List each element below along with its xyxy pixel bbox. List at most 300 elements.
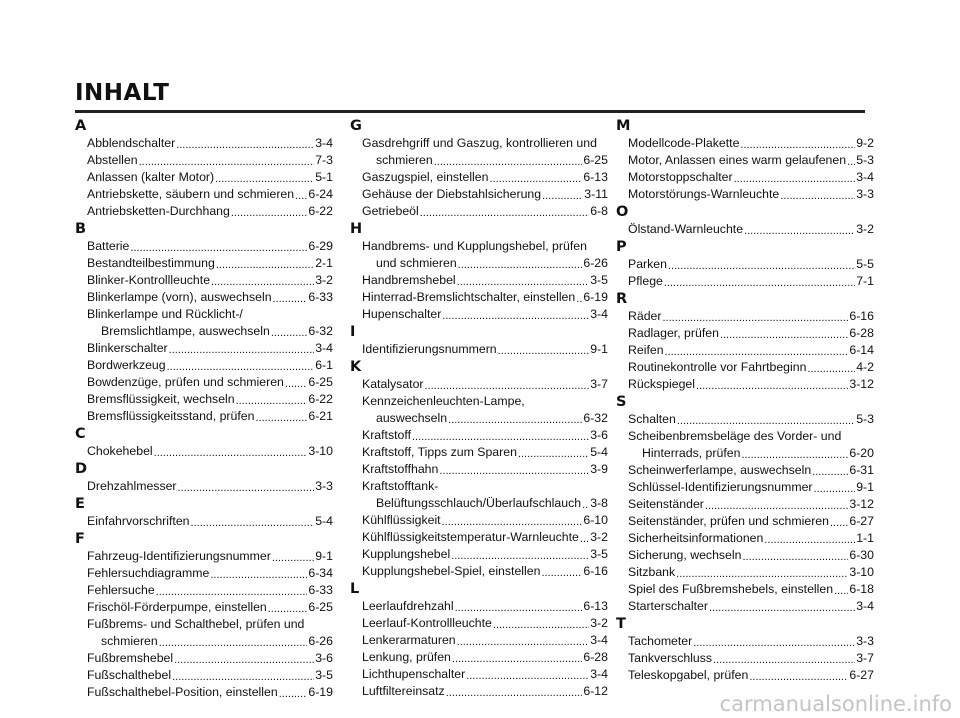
entry-text: Leerlauf-Kontrollleuchte — [362, 616, 492, 630]
dot-leader — [439, 464, 589, 478]
entry-page-number: 3-4 — [590, 307, 608, 321]
entry-text: Antriebskette, säubern und schmieren — [87, 187, 295, 201]
entry-text: Identifizierungsnummern — [362, 342, 497, 356]
dot-leader — [677, 414, 855, 428]
entry-page-number: 6-33 — [308, 583, 333, 597]
entry-page-number: 3-10 — [308, 444, 333, 458]
entry-page-number: 7-3 — [315, 153, 333, 167]
entry-text: Blinker-Kontrollleuchte — [87, 273, 211, 287]
index-letter-heading: L — [350, 581, 360, 597]
dot-leader — [780, 189, 855, 203]
entry-text: und schmieren — [376, 256, 457, 270]
dot-leader — [847, 155, 855, 169]
entry-page-number: 6-27 — [849, 668, 874, 682]
dot-leader — [446, 686, 583, 700]
index-entry — [350, 186, 608, 203]
index-entry — [75, 478, 333, 495]
entry-text: Fehlersuche — [87, 583, 155, 597]
dot-leader — [285, 377, 307, 391]
dot-leader — [442, 309, 589, 323]
entry-text: Bordwerkzeug — [87, 358, 166, 372]
index-letter-heading: C — [75, 426, 86, 442]
entry-page-number: 6-30 — [849, 548, 874, 562]
entry-text: Getriebeöl — [362, 204, 419, 218]
entry-text: Tankverschluss — [628, 651, 713, 665]
index-entry — [75, 565, 333, 582]
index-entry — [616, 496, 874, 513]
index-entry — [350, 495, 608, 512]
entry-text: Bestandteilbestimmung — [87, 256, 215, 270]
index-entry — [75, 408, 333, 425]
entry-text: Motorstörungs-Warnleuchte — [628, 187, 780, 201]
dot-leader — [834, 584, 848, 598]
index-entry — [350, 152, 608, 169]
entry-text: Kühlflüssigkeit — [362, 513, 441, 527]
dot-leader — [216, 258, 314, 272]
index-entry — [75, 340, 333, 357]
entry-text: Parken — [628, 257, 667, 271]
entry-text: Abstellen — [87, 153, 138, 167]
dot-leader — [812, 465, 848, 479]
dot-leader — [442, 515, 583, 529]
index-entry — [350, 598, 608, 615]
title-rule — [75, 110, 865, 113]
dot-leader — [720, 328, 848, 342]
index-letter-heading: D — [75, 461, 88, 477]
dot-leader — [734, 172, 856, 186]
entry-page-number: 3-5 — [590, 273, 608, 287]
entry-page-number: 6-18 — [849, 582, 874, 596]
entry-text: Sicherheitsinformationen — [628, 531, 764, 545]
dot-leader — [215, 172, 314, 186]
dot-leader — [236, 394, 308, 408]
index-entry — [75, 203, 333, 220]
entry-page-number: 3-6 — [315, 651, 333, 665]
dot-leader — [159, 636, 308, 650]
dot-leader — [178, 481, 315, 495]
index-column-2 — [350, 117, 608, 700]
dot-leader — [696, 379, 848, 393]
entry-page-number: 6-13 — [583, 170, 608, 184]
dot-leader — [664, 276, 855, 290]
entry-text: Scheinwerferlampe, auswechseln — [628, 463, 812, 477]
entry-text: Gehäuse der Diebstahlsicherung — [362, 187, 542, 201]
entry-page-number: 6-24 — [308, 187, 333, 201]
entry-text: Schalten — [628, 412, 676, 426]
index-letter-heading: K — [350, 359, 362, 375]
index-entry — [616, 581, 874, 598]
index-entry — [75, 443, 333, 460]
index-letter-heading: O — [616, 204, 629, 220]
entry-text: Antriebsketten-Durchhang — [87, 204, 230, 218]
index-entry — [75, 633, 333, 650]
entry-text: Radlager, prüfen — [628, 326, 719, 340]
entry-text: Chokehebel — [87, 444, 153, 458]
entry-text: Kraftstofftank- — [362, 479, 439, 493]
entry-text: Sicherung, wechseln — [628, 548, 742, 562]
entry-page-number: 6-34 — [308, 566, 333, 580]
dot-leader — [425, 379, 590, 393]
index-entry — [616, 169, 874, 186]
index-entry — [350, 529, 608, 546]
dot-leader — [139, 155, 315, 169]
index-letter-heading: R — [616, 291, 628, 307]
dot-leader — [542, 189, 583, 203]
entry-page-number: 3-5 — [590, 547, 608, 561]
index-entry — [350, 461, 608, 478]
entry-page-number: 6-33 — [308, 290, 333, 304]
dot-leader — [541, 566, 582, 580]
dot-leader — [709, 601, 855, 615]
index-entry — [75, 238, 333, 255]
dot-leader — [807, 362, 855, 376]
entry-page-number: 6-13 — [583, 599, 608, 613]
entry-text: auswechseln — [376, 411, 448, 425]
index-letter-heading: B — [75, 221, 87, 237]
entry-text: Handbrems- und Kupplungshebel, prüfen — [362, 239, 587, 253]
entry-page-number: 9-1 — [315, 549, 333, 563]
index-entry — [75, 289, 333, 306]
index-entry — [616, 135, 874, 152]
index-entry — [616, 650, 874, 667]
entry-text: Kraftstoff, Tipps zum Sparen — [362, 445, 517, 459]
entry-page-number: 6-28 — [849, 326, 874, 340]
dot-leader — [489, 172, 582, 186]
entry-page-number: 6-22 — [308, 204, 333, 218]
index-entry — [75, 152, 333, 169]
index-entry — [350, 563, 608, 580]
index-entry — [75, 582, 333, 599]
entry-page-number: 4-2 — [856, 360, 874, 374]
entry-text: Anlassen (kalter Motor) — [87, 170, 215, 184]
entry-text: Modellcode-Plakette — [628, 136, 740, 150]
entry-page-number: 3-4 — [856, 170, 874, 184]
dot-leader — [255, 411, 307, 425]
dot-leader — [518, 447, 589, 461]
entry-page-number: 3-12 — [849, 377, 874, 391]
index-entry — [75, 616, 333, 633]
index-entry — [616, 564, 874, 581]
watermark: carmanualsonline.info — [719, 692, 952, 716]
entry-text: Gasdrehgriff und Gaszug, kontrollieren und — [362, 136, 597, 150]
index-entry — [616, 342, 874, 359]
entry-text: Einfahrvorschriften — [87, 514, 190, 528]
entry-text: schmieren — [101, 634, 158, 648]
dot-leader — [676, 567, 848, 581]
entry-page-number: 6-22 — [308, 392, 333, 406]
entry-text: Kühlflüssigkeitstemperatur-Warnleuchte — [362, 530, 579, 544]
dot-leader — [498, 344, 590, 358]
entry-text: Leerlaufdrehzahl — [362, 599, 454, 613]
index-entry — [616, 256, 874, 273]
index-entry — [75, 255, 333, 272]
index-entry — [75, 548, 333, 565]
dot-leader — [457, 275, 590, 289]
dot-leader — [451, 549, 589, 563]
index-entry — [616, 445, 874, 462]
entry-text: schmieren — [376, 153, 433, 167]
dot-leader — [458, 258, 583, 272]
entry-text: Abblendschalter — [87, 136, 176, 150]
index-entry — [75, 667, 333, 684]
entry-text: Hinterrad-Bremslichtschalter, einstellen — [362, 290, 576, 304]
entry-text: Gaszugspiel, einstellen — [362, 170, 489, 184]
entry-text: Kennzeichenleuchten-Lampe, — [362, 394, 525, 408]
dot-leader — [466, 669, 589, 683]
entry-text: Pflege — [628, 274, 663, 288]
entry-page-number: 3-2 — [590, 530, 608, 544]
index-entry — [350, 632, 608, 649]
entry-text: Ölstand-Warnleuchte — [628, 222, 744, 236]
index-entry — [350, 203, 608, 220]
dot-leader — [412, 430, 589, 444]
entry-page-number: 6-25 — [308, 600, 333, 614]
entry-page-number: 3-3 — [856, 634, 874, 648]
index-entry — [350, 169, 608, 186]
entry-text: Routinekontrolle vor Fahrtbeginn — [628, 360, 807, 374]
dot-leader — [169, 343, 315, 357]
dot-leader — [268, 602, 308, 616]
entry-page-number: 6-1 — [315, 358, 333, 372]
entry-page-number: 3-11 — [584, 187, 608, 201]
index-entry — [616, 325, 874, 342]
index-entry — [616, 513, 874, 530]
index-letter-heading: P — [616, 239, 627, 255]
entry-page-number: 6-28 — [583, 650, 608, 664]
entry-page-number: 6-29 — [308, 239, 333, 253]
entry-text: Blinkerlampe und Rücklicht-/ — [87, 307, 243, 321]
entry-page-number: 6-25 — [308, 375, 333, 389]
entry-text: Fußbremshebel — [87, 651, 174, 665]
entry-page-number: 3-5 — [315, 668, 333, 682]
entry-page-number: 5-5 — [856, 257, 874, 271]
dot-leader — [452, 652, 582, 666]
entry-text: Blinkerlampe (vorn), auswechseln — [87, 290, 272, 304]
index-entry — [616, 479, 874, 496]
entry-text: Reifen — [628, 343, 664, 357]
entry-page-number: 3-2 — [315, 273, 333, 287]
entry-page-number: 6-26 — [308, 634, 333, 648]
dot-leader — [172, 670, 314, 684]
entry-text: Fehlersuchdiagramme — [87, 566, 210, 580]
index-entry — [350, 410, 608, 427]
index-entry — [75, 374, 333, 391]
index-entry — [616, 221, 874, 238]
index-entry — [616, 530, 874, 547]
entry-text: Kraftstoffhahn — [362, 462, 439, 476]
entry-page-number: 3-7 — [856, 651, 874, 665]
entry-page-number: 6-8 — [590, 204, 608, 218]
dot-leader — [830, 516, 848, 530]
entry-text: Bremsflüssigkeit, wechseln — [87, 392, 235, 406]
entry-text: Fußbrems- und Schalthebel, prüfen und — [87, 617, 305, 631]
entry-text: Kraftstoff — [362, 428, 411, 442]
entry-page-number: 6-26 — [583, 256, 608, 270]
index-entry — [616, 376, 874, 393]
dot-leader — [191, 516, 315, 530]
entry-text: Schlüssel-Identifizierungsnummer — [628, 480, 813, 494]
entry-text: Starterschalter — [628, 599, 708, 613]
entry-page-number: 9-1 — [856, 480, 874, 494]
entry-page-number: 3-10 — [849, 565, 874, 579]
entry-page-number: 6-14 — [849, 343, 874, 357]
entry-text: Lenkerarmaturen — [362, 633, 456, 647]
entry-page-number: 6-27 — [849, 514, 874, 528]
entry-text: Bowdenzüge, prüfen und schmieren — [87, 375, 284, 389]
index-entry — [350, 272, 608, 289]
dot-leader — [154, 446, 308, 460]
index-entry — [616, 273, 874, 290]
entry-text: Räder — [628, 309, 662, 323]
entry-text: Motorstoppschalter — [628, 170, 733, 184]
entry-text: Fußschalthebel-Position, einstellen — [87, 685, 278, 699]
dot-leader — [272, 551, 314, 565]
index-letter-heading: I — [350, 324, 356, 340]
entry-page-number: 1-1 — [856, 531, 874, 545]
entry-text: Fahrzeug-Identifizierungsnummer — [87, 549, 271, 563]
entry-page-number: 3-6 — [590, 428, 608, 442]
entry-page-number: 9-2 — [856, 136, 874, 150]
dot-leader — [156, 585, 308, 599]
index-letter-heading: M — [616, 118, 631, 134]
index-entry — [616, 308, 874, 325]
entry-text: Hupenschalter — [362, 307, 442, 321]
entry-page-number: 6-20 — [849, 446, 874, 460]
index-letter-heading: H — [350, 221, 363, 237]
entry-page-number: 3-3 — [856, 187, 874, 201]
entry-text: Luftfiltereinsatz — [362, 684, 445, 698]
entry-text: Scheibenbremsbeläge des Vorder- und — [628, 429, 842, 443]
dot-leader — [176, 138, 314, 152]
dot-leader — [295, 189, 307, 203]
index-entry — [616, 428, 874, 445]
dot-leader — [668, 259, 855, 273]
entry-page-number: 6-12 — [583, 684, 608, 698]
dot-leader — [167, 360, 315, 374]
entry-page-number: 5-1 — [315, 170, 333, 184]
dot-leader — [693, 636, 855, 650]
entry-page-number: 6-32 — [308, 324, 333, 338]
entry-text: Fußschalthebel — [87, 668, 172, 682]
entry-page-number: 3-3 — [315, 479, 333, 493]
entry-page-number: 3-4 — [856, 599, 874, 613]
dot-leader — [749, 670, 848, 684]
dot-leader — [174, 653, 314, 667]
index-entry — [350, 478, 608, 495]
index-entry — [350, 427, 608, 444]
index-letter-heading: F — [75, 531, 85, 547]
index-entry — [616, 598, 874, 615]
index-entry — [75, 323, 333, 340]
dot-leader — [455, 601, 583, 615]
index-entry — [616, 186, 874, 203]
entry-text: Seitenständer — [628, 497, 704, 511]
index-column-1 — [75, 117, 333, 701]
index-entry — [350, 444, 608, 461]
index-letter-heading: S — [616, 394, 627, 410]
entry-page-number: 5-3 — [856, 412, 874, 426]
entry-text: Spiel des Fußbremshebels, einstellen — [628, 582, 834, 596]
index-entry — [75, 169, 333, 186]
dot-leader — [663, 311, 849, 325]
index-entry — [75, 650, 333, 667]
entry-page-number: 5-4 — [590, 445, 608, 459]
index-entry — [350, 306, 608, 323]
index-entry — [350, 546, 608, 563]
index-entry — [616, 462, 874, 479]
index-entry — [75, 135, 333, 152]
dot-leader — [713, 653, 855, 667]
dot-leader — [814, 482, 856, 496]
entry-page-number: 6-19 — [308, 685, 333, 699]
entry-text: Lenkung, prüfen — [362, 650, 451, 664]
index-entry — [616, 667, 874, 684]
dot-leader — [130, 241, 307, 255]
dot-leader — [420, 206, 589, 220]
dot-leader — [231, 206, 308, 220]
index-entry — [616, 359, 874, 376]
entry-text: Katalysator — [362, 377, 424, 391]
dot-leader — [457, 635, 590, 649]
entry-text: Handbremshebel — [362, 273, 456, 287]
entry-page-number: 3-7 — [590, 377, 608, 391]
index-entry — [75, 391, 333, 408]
entry-text: Lichthupenschalter — [362, 667, 466, 681]
dot-leader — [576, 292, 582, 306]
dot-leader — [705, 499, 848, 513]
dot-leader — [744, 224, 855, 238]
entry-page-number: 6-25 — [583, 153, 608, 167]
entry-page-number: 3-2 — [856, 222, 874, 236]
entry-text: Batterie — [87, 239, 130, 253]
dot-leader — [273, 292, 308, 306]
entry-text: Seitenständer, prüfen und schmieren — [628, 514, 829, 528]
dot-leader — [210, 568, 307, 582]
page-title: INHALT — [75, 80, 170, 106]
index-entry — [75, 684, 333, 701]
entry-page-number: 3-4 — [315, 341, 333, 355]
entry-text: Frischöl-Förderpumpe, einstellen — [87, 600, 267, 614]
index-entry — [350, 255, 608, 272]
entry-text: Hinterrads, prüfen — [642, 446, 741, 460]
index-letter-heading: E — [75, 496, 85, 512]
dot-leader — [211, 275, 314, 289]
entry-page-number: 5-4 — [315, 514, 333, 528]
index-entry — [350, 649, 608, 666]
entry-text: Kupplungshebel-Spiel, einstellen — [362, 564, 541, 578]
index-entry — [75, 186, 333, 203]
index-entry — [75, 599, 333, 616]
entry-page-number: 3-4 — [590, 633, 608, 647]
index-letter-heading: A — [75, 118, 87, 134]
dot-leader — [434, 155, 583, 169]
index-entry — [350, 238, 608, 255]
index-entry — [75, 513, 333, 530]
entry-page-number: 3-2 — [590, 616, 608, 630]
entry-page-number: 7-1 — [856, 274, 874, 288]
index-entry — [75, 357, 333, 374]
entry-text: Drehzahlmesser — [87, 479, 177, 493]
dot-leader — [580, 532, 589, 546]
entry-page-number: 3-9 — [590, 462, 608, 476]
entry-page-number: 6-10 — [583, 513, 608, 527]
dot-leader — [741, 448, 848, 462]
index-entry — [616, 411, 874, 428]
dot-leader — [493, 618, 589, 632]
entry-text: Rückspiegel — [628, 377, 695, 391]
entry-page-number: 3-4 — [315, 136, 333, 150]
dot-leader — [279, 687, 308, 701]
